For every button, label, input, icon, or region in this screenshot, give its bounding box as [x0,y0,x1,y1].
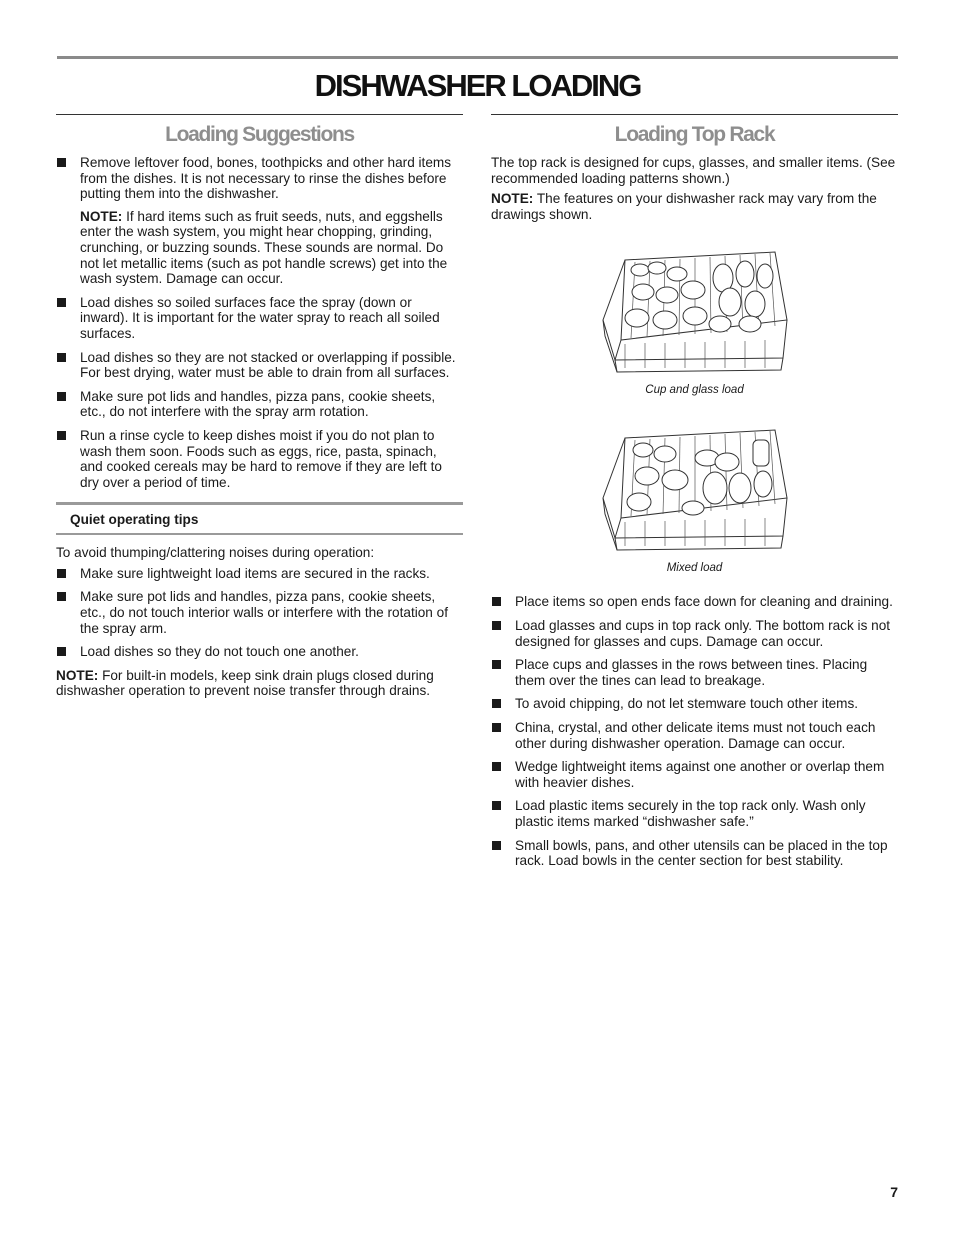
top-rack-note: NOTE: The features on your dishwasher rack may vary from the drawings shown. [491,191,877,222]
list-item: Place cups and glasses in the rows between tines. Placing them over the tines can lead to breakage. [491,657,898,688]
bullet-square-icon [57,647,66,656]
top-rack-list [491,594,898,868]
note-paragraph: NOTE: If hard items such as fruit seeds, nuts, and eggshells enter the wash system, you might hear chopping, grinding, crunching, or buzzing sounds. These sounds are normal. Do not let metallic items (such as pot handle screws) get into the wash system. Damage can occur. [80,208,448,287]
bullet-square-icon [492,723,501,732]
bullet-square-icon [57,353,66,362]
bullet-square-icon [492,801,501,810]
loading-suggestions-heading: Loading Suggestions [165,123,354,146]
list-item: Place items so open ends face down for cleaning and draining. [491,594,898,610]
cup-glass-load-figure [491,240,898,396]
list-item: Run a rinse cycle to keep dishes moist if you do not plan to wash them soon. Foods such as eggs, rice, pasta, spinach, and cooked cereals may be hard to remove if they are left to dry over a period of time. [56,428,463,490]
list-item: Load dishes so they are not stacked or overlapping if possible. For best drying, water must be able to drain from all surfaces. [56,350,463,381]
top-rule [57,56,898,59]
list-item: Load plastic items securely in the top rack only. Wash only plastic items marked “dishwasher safe.” [491,798,898,829]
quiet-note: NOTE: For built-in models, keep sink drain plugs closed during dishwasher operation to prevent noise transfer through drains. [56,667,434,699]
bullet-square-icon [57,298,66,307]
section-rule [56,114,463,115]
list-item: Make sure lightweight load items are secured in the racks. [56,566,463,582]
section-rule [491,114,898,115]
quiet-tips-header [56,502,463,535]
quiet-tips-list [56,566,463,660]
bullet-square-icon [492,841,501,850]
bullet-square-icon [492,621,501,630]
bullet-square-icon [57,392,66,401]
list-item: Load dishes so soiled surfaces face the spray (down or inward). It is important for the water spray to reach all soiled surfaces. [56,295,463,342]
list-item: Remove leftover food, bones, toothpicks and other hard items from the dishes. It is not necessary to rinse the dishes before putting them into the dishwasher. [56,155,463,202]
bullet-square-icon [57,569,66,578]
figure-caption: Mixed load [666,562,723,575]
bullet-square-icon [57,158,66,167]
top-rack-intro: The top rack is designed for cups, glasses, and smaller items. (See recommended loading patterns shown.) [491,155,896,186]
subhead-rule-bottom [56,533,463,535]
list-item: Small bowls, pans, and other utensils can be placed in the top rack. Load bowls in the center section for best stability. [491,838,898,869]
list-item: Wedge lightweight items against one another or overlap them with heavier dishes. [491,759,898,790]
rack-cups-illustration [595,240,795,380]
bullet-square-icon [492,699,501,708]
list-item: China, crystal, and other delicate items must not touch each other during dishwasher operation. Damage can occur. [491,720,898,751]
mixed-load-figure [491,418,898,574]
bullet-square-icon [492,762,501,771]
quiet-intro: To avoid thumping/clattering noises during operation: [56,545,375,561]
page-number: 7 [890,1184,898,1200]
suggestions-list-continued [56,295,463,491]
left-column [56,114,463,699]
rack-mixed-illustration [595,418,795,558]
right-column [491,114,898,877]
quiet-tips-heading: Quiet operating tips [70,512,199,528]
list-item: Load glasses and cups in top rack only. The bottom rack is not designed for glasses and cups. Damage can occur. [491,618,898,649]
list-item: Load dishes so they do not touch one another. [56,644,463,660]
list-item: Make sure pot lids and handles, pizza pans, cookie sheets, etc., do not touch interior walls or interfere with the rotation of the spray arm. [56,589,463,636]
list-item: To avoid chipping, do not let stemware touch other items. [491,696,898,712]
bullet-square-icon [57,431,66,440]
figure-caption: Cup and glass load [645,384,744,397]
bullet-square-icon [492,660,501,669]
list-item: Make sure pot lids and handles, pizza pans, cookie sheets, etc., do not interfere with the spray arm rotation. [56,389,463,420]
bullet-square-icon [57,592,66,601]
loading-top-rack-heading: Loading Top Rack [614,123,775,146]
bullet-square-icon [492,597,501,606]
suggestions-list [56,155,463,202]
page-title: DISHWASHER LOADING [314,68,641,103]
